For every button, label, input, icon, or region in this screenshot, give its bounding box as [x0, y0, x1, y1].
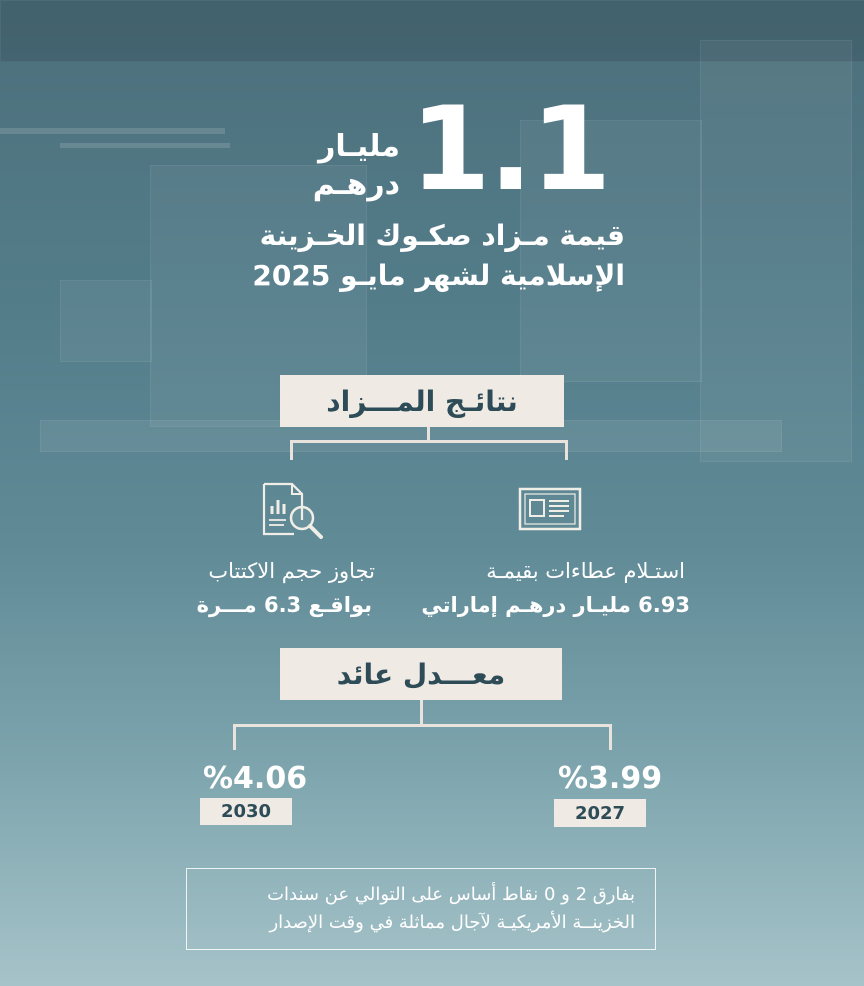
headline-subtitle-line1: قيمة مـزاد صكـوك الخـزينة — [259, 219, 625, 252]
certificate-icon — [518, 487, 582, 531]
headline-subtitle-line2: الإسلامية لشهر مايـو 2025 — [252, 259, 625, 292]
headline-unit-line2: درهـم — [312, 167, 400, 202]
spread-note-box — [186, 868, 656, 950]
auction-results-connector — [290, 440, 568, 460]
headline-unit-line1: مليـار — [318, 129, 400, 164]
yield-rate-connector — [233, 724, 612, 750]
yield-year-2030: 2030 — [200, 798, 292, 825]
subscription-line2: بواقـع 6.3 مـــرة — [196, 593, 372, 617]
subscription-line1: تجاوز حجم الاكتتاب — [208, 559, 375, 583]
yield-value-2027: %3.99 — [558, 761, 663, 796]
yield-rate-title: معـــدل عائد — [280, 648, 562, 700]
yield-value-2030: %4.06 — [203, 761, 308, 796]
report-magnifier-icon — [258, 480, 326, 540]
bids-line2: 6.93 مليـار درهـم إماراتي — [421, 593, 690, 617]
bids-line1: استـلام عطاءات بقيمـة — [486, 559, 685, 583]
yield-year-2027: 2027 — [554, 799, 646, 827]
auction-results-title: نتائـج المـــزاد — [280, 375, 564, 427]
spread-note-line1: بفارق 2 و 0 نقاط أساس على التوالي عن سندات — [267, 884, 635, 906]
headline-amount: 1.1 — [410, 82, 610, 217]
yield-rate-stem — [420, 700, 423, 727]
spread-note-line2: الخزينــة الأمريكيـة لآجال مماثلة في وقت الإصدار — [269, 912, 635, 933]
